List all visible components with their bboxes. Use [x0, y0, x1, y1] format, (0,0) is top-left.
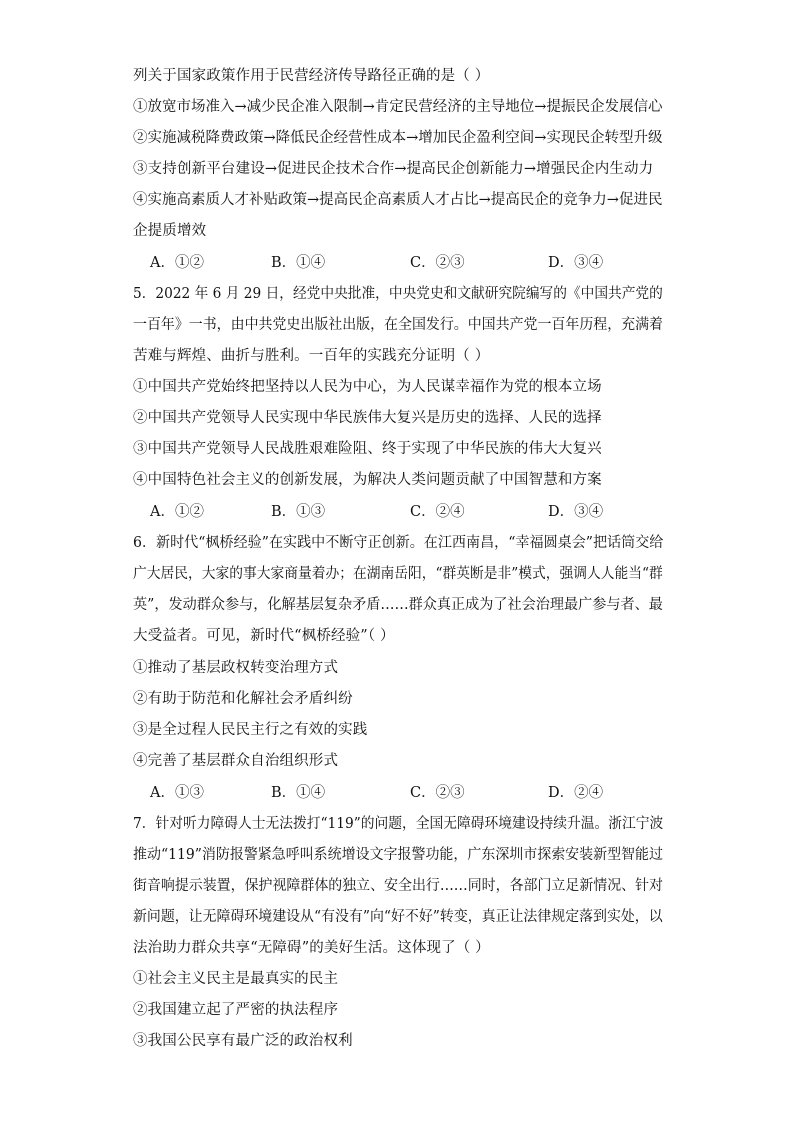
q5-stem-line-2: 一百年》一书，由中共党史出版社出版，在全国发行。中国共产党一百年历程，充满着	[133, 317, 664, 333]
q5-stem-line-1: 5．2022 年 6 月 29 日，经党中央批准，中央党史和文献研究院编写的《中国共产党的	[133, 286, 663, 302]
q5-stem-line-3: 苦难与辉煌、曲折与胜利。一百年的实践充分证明（ ）	[133, 348, 490, 364]
q7-item-2: ②我国建立起了严密的执法程序	[133, 1002, 339, 1018]
q7-item-1: ①社会主义民主是最真实的民主	[133, 971, 339, 987]
q6-item-1: ①推动了基层政权转变治理方式	[133, 660, 339, 676]
q6-option-b[interactable]: B．①④	[271, 785, 326, 801]
q7-item-3: ③我国公民享有最广泛的政治权利	[133, 1033, 353, 1049]
q7-stem-line-5: 法治助力群众共享“无障碍”的美好生活。这体现了（ ）	[133, 940, 490, 956]
q6-stem-line-4: 大受益者。可见，新时代“枫桥经验”（ ）	[133, 628, 395, 644]
q6-option-c[interactable]: C．②③	[410, 785, 465, 801]
q4-stem-tail: 列关于国家政策作用于民营经济传导路径正确的是（ ）	[133, 68, 490, 84]
q5-option-b[interactable]: B．①③	[271, 504, 326, 520]
q6-option-a[interactable]: A．①③	[150, 785, 204, 801]
q4-item-1: ①放宽市场准入→减少民企准入限制→肯定民营经济的主导地位→提振民企发展信心	[133, 99, 663, 115]
q4-option-b[interactable]: B．①④	[271, 255, 326, 271]
q7-stem-line-1: 7．针对听力障碍人士无法拨打“119”的问题，全国无障碍环境建设持续升温。浙江宁波	[133, 816, 664, 832]
q4-item-2: ②实施减税降费政策→降低民企经营性成本→增加民企盈利空间→实现民企转型升级	[133, 130, 663, 146]
q7-stem-line-3: 街音响提示装置，保护视障群体的独立、安全出行……同时，各部门立足新情况、针对	[133, 878, 664, 894]
q5-item-2: ②中国共产党领导人民实现中华民族伟大复兴是历史的选择、人民的选择	[133, 410, 602, 426]
q5-option-a[interactable]: A．①②	[150, 504, 204, 520]
q4-item-4: ④实施高素质人才补贴政策→提高民企高素质人才占比→提高民企的竞争力→促进民	[133, 192, 663, 208]
q4-item-3: ③支持创新平台建设→促进民企技术合作→提高民企创新能力→增强民企内生动力	[133, 161, 654, 177]
q6-stem-line-2: 广大居民，大家的事大家商量着办；在湖南岳阳，“群英断是非”模式，强调人人能当“群	[133, 566, 663, 582]
q7-stem-line-2: 推动“119”消防报警紧急呼叫系统增设文字报警功能，广东深圳市探索安装新型智能过	[133, 847, 663, 863]
q5-item-3: ③中国共产党领导人民战胜艰难险阻、终于实现了中华民族的伟大大复兴	[133, 441, 602, 457]
q7-stem-line-4: 新问题，让无障碍环境建设从“有没有”向“好不好”转变，真正让法律规定落到实处，以	[133, 909, 663, 925]
q6-stem-line-1: 6．新时代“枫桥经验”在实践中不断守正创新。在江西南昌，“幸福圆桌会”把话筒交给	[133, 535, 664, 551]
q6-item-3: ③是全过程人民民主行之有效的实践	[133, 722, 368, 738]
q5-option-c[interactable]: C．②④	[410, 504, 465, 520]
q5-option-d[interactable]: D．③④	[548, 504, 604, 520]
q4-option-d[interactable]: D．③④	[548, 255, 604, 271]
q4-item-4-cont: 企提质增效	[133, 223, 207, 239]
q5-item-4: ④中国特色社会主义的创新发展，为解决人类问题贡献了中国智慧和方案	[133, 472, 602, 488]
q6-option-d[interactable]: D．②④	[548, 785, 604, 801]
q4-option-c[interactable]: C．②③	[410, 255, 465, 271]
q5-item-1: ①中国共产党始终把坚持以人民为中心，为人民谋幸福作为党的根本立场	[133, 379, 602, 395]
q6-stem-line-3: 英”，发动群众参与，化解基层复杂矛盾……群众真正成为了社会治理最广参与者、最	[133, 597, 663, 613]
q6-item-2: ②有助于防范和化解社会矛盾纠纷	[133, 691, 353, 707]
q4-option-a[interactable]: A．①②	[150, 255, 204, 271]
q6-item-4: ④完善了基层群众自治组织形式	[133, 753, 339, 769]
